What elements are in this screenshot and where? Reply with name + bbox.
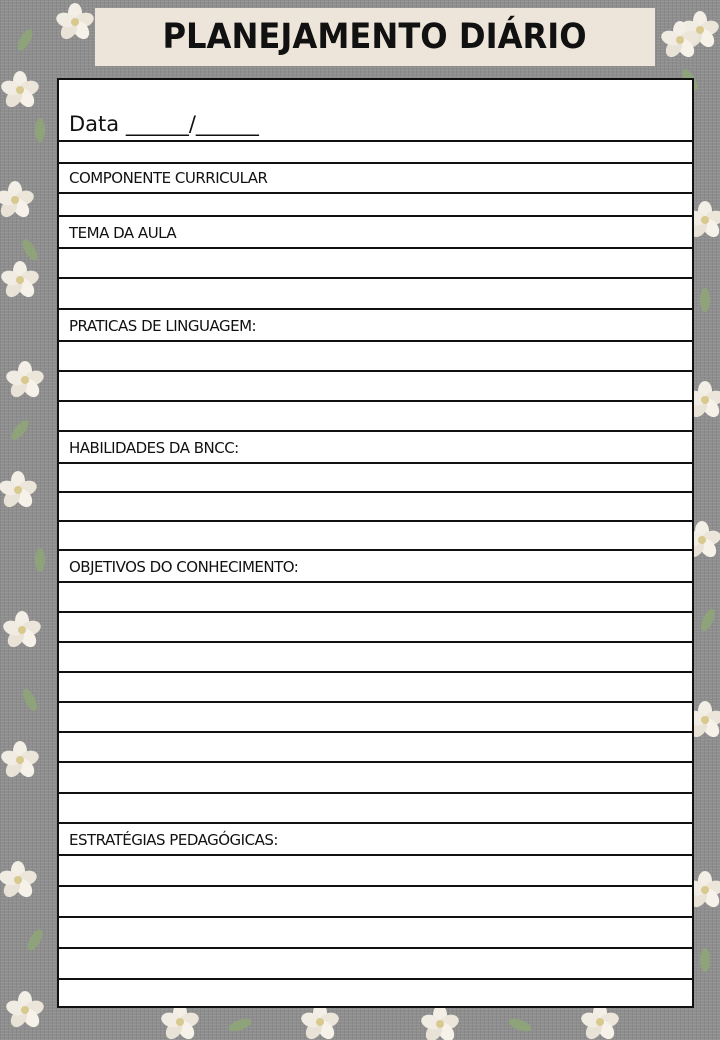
praticas-de-linguagem-label: PRATICAS DE LINGUAGEM:: [69, 317, 257, 335]
componente-curricular-row[interactable]: [59, 164, 692, 194]
page-title: PLANEJAMENTO DIÁRIO: [162, 17, 588, 57]
blank-line[interactable]: [59, 464, 692, 493]
blank-line[interactable]: [59, 493, 692, 522]
blank-line[interactable]: [59, 949, 692, 980]
blank-line[interactable]: [59, 279, 692, 310]
blank-line[interactable]: [59, 887, 692, 918]
blank-line[interactable]: [59, 643, 692, 673]
title-banner: [95, 8, 655, 66]
blank-line[interactable]: [59, 249, 692, 279]
blank-line[interactable]: [59, 794, 692, 824]
blank-line[interactable]: [59, 194, 692, 217]
blank-line[interactable]: [59, 673, 692, 703]
blank-line[interactable]: [59, 703, 692, 733]
planning-sheet: [57, 78, 694, 1008]
date-label: Data ______/______: [69, 112, 259, 136]
blank-line[interactable]: [59, 402, 692, 432]
tema-da-aula-row[interactable]: [59, 217, 692, 249]
blank-line[interactable]: [59, 918, 692, 949]
blank-line[interactable]: [59, 763, 692, 794]
blank-line[interactable]: [59, 372, 692, 402]
estrategias-pedagogicas-label: ESTRATÉGIAS PEDAGÓGICAS:: [69, 831, 278, 849]
objetivos-conhecimento-row[interactable]: [59, 551, 692, 583]
blank-line[interactable]: [59, 583, 692, 613]
habilidades-bncc-label: HABILIDADES DA BNCC:: [69, 439, 239, 457]
blank-line[interactable]: [59, 980, 692, 1006]
praticas-de-linguagem-row[interactable]: [59, 310, 692, 342]
componente-curricular-label: COMPONENTE CURRICULAR: [69, 169, 268, 187]
tema-da-aula-label: TEMA DA AULA: [69, 224, 177, 242]
blank-line[interactable]: [59, 342, 692, 372]
objetivos-conhecimento-label: OBJETIVOS DO CONHECIMENTO:: [69, 558, 299, 576]
blank-line[interactable]: [59, 733, 692, 763]
blank-line[interactable]: [59, 142, 692, 164]
estrategias-pedagogicas-row[interactable]: [59, 824, 692, 856]
blank-line[interactable]: [59, 613, 692, 643]
blank-line[interactable]: [59, 522, 692, 551]
date-row[interactable]: [59, 80, 692, 142]
habilidades-bncc-row[interactable]: [59, 432, 692, 464]
blank-line[interactable]: [59, 856, 692, 887]
